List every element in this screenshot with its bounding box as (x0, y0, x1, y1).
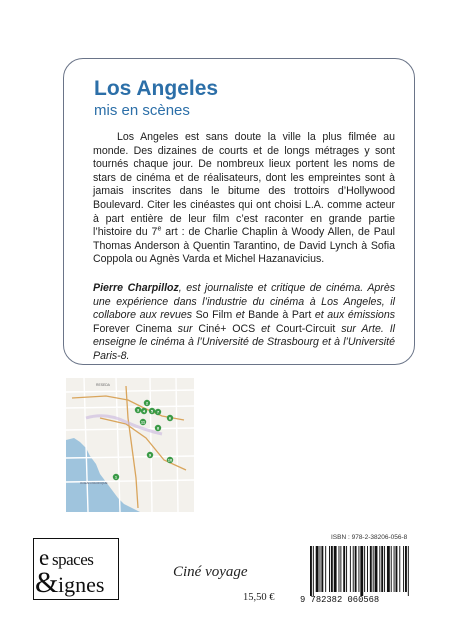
map-marker-label: 7 (156, 409, 160, 415)
barcode-bar (370, 546, 372, 592)
author-text: , est journaliste et critique de cinéma. Après une expérience dans l’industrie du cinéma à Los Angeles, il collabore aux revues (93, 282, 396, 322)
svg-text:&: & (35, 566, 59, 599)
barcode-bar (396, 546, 398, 592)
barcode-bar (350, 546, 351, 592)
barcode-bar (313, 546, 314, 596)
map-marker-label: 3 (136, 407, 140, 413)
barcode-bar (325, 546, 326, 592)
barcode-bar (381, 546, 383, 592)
author-text: et (232, 309, 249, 322)
isbn-barcode (298, 544, 432, 604)
barcode-bar (379, 546, 380, 592)
author-show: Forever Cinema (93, 322, 172, 335)
barcode-bar (346, 546, 347, 592)
barcode-bar (334, 546, 337, 592)
barcode-bar (321, 546, 323, 592)
author-text: sur Arte. Il enseigne le cinéma à l’Université de Strasbourg et à l’Université Paris-8. (93, 322, 395, 362)
barcode-bar (331, 546, 333, 592)
map-marker-label: 2 (145, 400, 149, 406)
barcode-bar (339, 546, 340, 592)
author-revue: Bande à Part (248, 309, 312, 322)
publisher-logo (33, 538, 119, 600)
map-marker-label: 1 (114, 474, 118, 480)
barcode-bar (343, 546, 345, 592)
blurb-text-b: art : de Charlie Chaplin à Woody Allen, de Paul Thomas Anderson à Quentin Tarantino, de David Lynch à Sofia Coppola ou Agnès Varda et Michel Hazanavicius. (93, 226, 395, 266)
barcode-bar (367, 546, 368, 592)
barcode-bar (320, 546, 321, 592)
barcode-bar (403, 546, 404, 592)
barcode-bar (316, 546, 319, 592)
barcode-bar (329, 546, 330, 592)
svg-text:spaces: spaces (52, 550, 94, 569)
barcode-bar (355, 546, 357, 592)
barcode-bar (394, 546, 395, 592)
price: 15,50 € (243, 592, 275, 603)
barcode-bar (340, 546, 341, 592)
barcode-bar (310, 546, 312, 596)
barcode-bar (408, 546, 409, 596)
series-name: Ciné voyage (173, 564, 248, 580)
author-channel: Ciné+ OCS (198, 322, 256, 335)
isbn-text: ISBN : 978-2-38206-056-8 (331, 534, 408, 541)
blurb-superscript: e (157, 225, 162, 233)
barcode-bar (391, 546, 392, 592)
map-marker-label: 11 (140, 419, 146, 425)
author-text: et aux émissions (311, 309, 396, 322)
barcode-bar (353, 546, 354, 592)
author-revue: So Film (195, 309, 233, 322)
barcode-bar (387, 546, 390, 592)
book-title: Los Angeles (94, 77, 219, 100)
author-text: et (255, 322, 276, 335)
map-marker-label: 4 (142, 408, 146, 414)
blurb-text-a: Los Angeles est sans doute la ville la plus filmée au monde. Des dizaines de courts et de longs métrages y sont tournés chaque jour. De nombreux lieux portent les noms de stars de cinéma et de réalisateurs, dont les empreintes sont à jamais inscrites dans le bitume des trottoirs d’Hollywood Boulevard. Citer les cinéastes qui ont choisi L.A. comme acteur à part entière de leur film c’est raconter en grande partie l’histoire du 7 (93, 131, 395, 239)
map-marker-label: 8 (156, 425, 160, 431)
svg-text:e: e (39, 545, 49, 570)
map-marker-label: 9 (148, 452, 152, 458)
svg-text:ignes: ignes (58, 572, 105, 597)
barcode-bar (405, 546, 407, 592)
barcode-bar (360, 546, 363, 596)
barcode-digits: 9 782382 060568 (300, 595, 380, 604)
author-paragraph (93, 282, 395, 364)
map-place-label: RESEDA (96, 383, 110, 387)
barcode-bar (399, 546, 400, 592)
barcode-bar (384, 546, 385, 592)
author-name: Pierre Charpilloz (93, 282, 179, 294)
barcode-bar (373, 546, 374, 592)
map-marker-label: 10 (167, 457, 173, 463)
book-subtitle: mis en scènes (94, 102, 190, 119)
los-angeles-map (66, 378, 194, 512)
author-text: sur (171, 322, 199, 335)
blurb-paragraph (93, 131, 395, 267)
barcode-bar (375, 546, 378, 592)
map-marker-label: 5 (150, 408, 154, 414)
barcode-bar (364, 546, 365, 592)
map-ocean-label: OCEAN PACIFIQUE (80, 481, 108, 485)
barcode-bar (358, 546, 359, 592)
author-show: Court-Circuit (275, 322, 336, 335)
map-marker-label: 6 (168, 415, 172, 421)
